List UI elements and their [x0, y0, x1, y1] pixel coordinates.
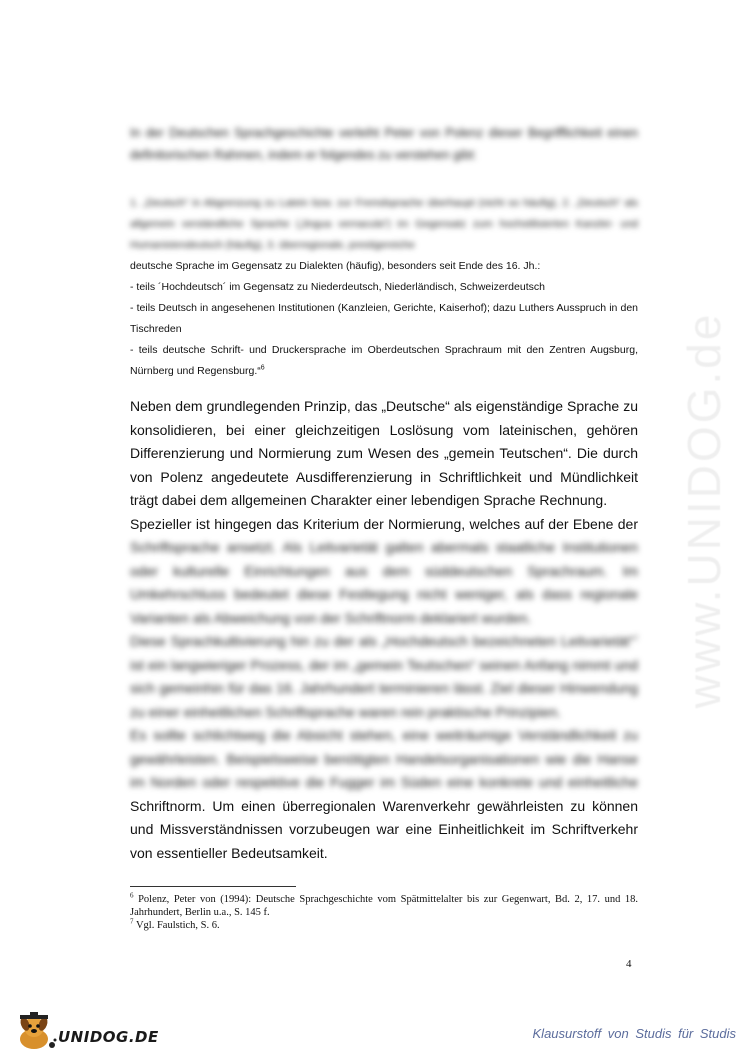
- intro-paragraph: In der Deutschen Sprachgeschichte verleiht Peter von Polenz dieser Begrifflichkeit einen definitorischen Rahmen, indem er folgendes zu verstehen gibt:: [130, 126, 638, 162]
- footnote-number: 7: [130, 917, 134, 926]
- blurred-line: Es sollte schlichtweg die Absicht stehen, eine weiträumige Verständlichkeit zu: [130, 727, 638, 743]
- quote-line: - teils ´Hochdeutsch´ im Gegensatz zu Niederdeutsch, Niederländisch, Schweizerdeutsch: [130, 281, 545, 293]
- body-text: [130, 395, 638, 865]
- blurred-line: Umkehrschluss bedeutet diese Festlegung nicht weniger, als dass regionale: [130, 586, 638, 602]
- page-number: 4: [626, 958, 632, 970]
- watermark: www.UNIDOG.de: [678, 311, 730, 709]
- body-line: konsolidieren, bei einer gleichzeitigen Loslösung vom lateinischen, gehören: [130, 421, 638, 438]
- blurred-line-text: Diese Sprachkultivierung hin zu der als „Hochdeutsch bezeichneten Leitvarietät“: [130, 633, 635, 649]
- blurred-line: oder kulturelle Einrichtungen aus dem süddeutschen Sprachraum. Im: [130, 562, 638, 579]
- body-line: Differenzierung und Normierung zum Wesen des „gemein Teutschen“. Die durch: [130, 445, 638, 461]
- body-line: und Missverständnissen vorzubeugen war eine Einheitlichkeit im Schriftverkehr: [130, 821, 638, 837]
- footnote-text: Vgl. Faulstich, S. 6.: [135, 920, 220, 931]
- blurred-line: Schriftsprache ansetzt. Als Leitvarietät galten abermals staatliche Institutionen: [130, 539, 638, 555]
- body-line: Spezieller ist hingegen das Kriterium der Normierung, welches auf der Ebene der: [130, 515, 638, 532]
- blurred-line: ist ein langwieriger Prozess, der im „gemein Teutschen“ seinen Anfang nimmt und: [130, 656, 638, 673]
- footnote-7: [130, 919, 638, 932]
- quote-line: - teils Deutsch in angesehenen Institutionen (Kanzleien, Gerichte, Kaiserhof); dazu Luthers Ausspruch in den Tischreden: [130, 302, 638, 335]
- footnote-divider: [130, 886, 296, 887]
- unidog-logo[interactable]: [14, 1012, 164, 1052]
- body-line: trägt dabei dem allgemeinen Charakter einer lebendigen Sprache Rechnung.: [130, 492, 608, 508]
- logo-text: UNIDOG.DE: [58, 1028, 159, 1046]
- blurred-line: im Norden oder respektive die Fugger im Süden eine konkrete und einheitliche: [130, 774, 638, 790]
- body-line: Neben dem grundlegenden Prinzip, das „Deutsche“ als eigenständige Sprache zu: [130, 398, 638, 414]
- footnote-number: 6: [130, 891, 134, 900]
- blurred-line: gewährleisten. Beispielsweise benötigten Handelsorganisationen wie die Hanse: [130, 750, 638, 767]
- footnotes: [130, 893, 638, 932]
- footnote-6: [130, 893, 638, 919]
- footnote-text: Polenz, Peter von (1994): Deutsche Sprachgeschichte vom Spätmittelalter bis zur Gegenwart, Bd. 2, 17. und 18. Jahrhundert, Berlin u.a., S. 145 f.: [130, 894, 638, 918]
- footnote-ref-7: 7: [634, 635, 638, 643]
- quote-line-text: - teils deutsche Schrift- und Druckersprache im Oberdeutschen Sprachraum mit den Zentren Augsburg, Nürnberg und Regensburg.“: [130, 344, 638, 377]
- quote-line: [130, 340, 638, 382]
- blurred-line: zu einer einheitlichen Schriftsprache waren rein praktische Prinzipien.: [130, 703, 562, 720]
- blurred-line: sich gemeinhin für das 16. Jahrhundert terminieren lässt. Ziel dieser Hinwendung: [130, 680, 638, 696]
- footnote-ref-6: 6: [260, 364, 265, 372]
- quote-blurred-text: 1. „Deutsch“ in Abgrenzung zu Latein bzw. zur Fremdsprache überhaupt (nicht so häufig), 2. „Deutsch“ als allgemein verständliche Sprache („lingua vernacula“) im Gegensatz zum hochstilisierten Kanzlei- und Humanistendeutsch (häufig), 3. überregionale, prestigereiche: [130, 197, 638, 251]
- blurred-line: [130, 630, 638, 654]
- quote-block: [130, 193, 638, 382]
- body-line: von Polenz angedeutete Ausdifferenzierung in Schriftlichkeit und Mündlichkeit: [130, 468, 638, 485]
- body-line: Schriftnorm. Um einen überregionalen Warenverkehr gewährleisten zu können: [130, 797, 638, 814]
- dog-mascot-icon: [14, 1012, 58, 1052]
- body-line: von essentieller Bedeutsamkeit.: [130, 844, 328, 861]
- quote-line: deutsche Sprache im Gegensatz zu Dialekten (häufig), besonders seit Ende des 16. Jh.:: [130, 260, 541, 272]
- footer-slogan: Klausurstoff von Studis für Studis: [532, 1026, 736, 1041]
- blurred-line: Varianten als Abweichung von der Schriftnorm deklariert wurden.: [130, 609, 532, 626]
